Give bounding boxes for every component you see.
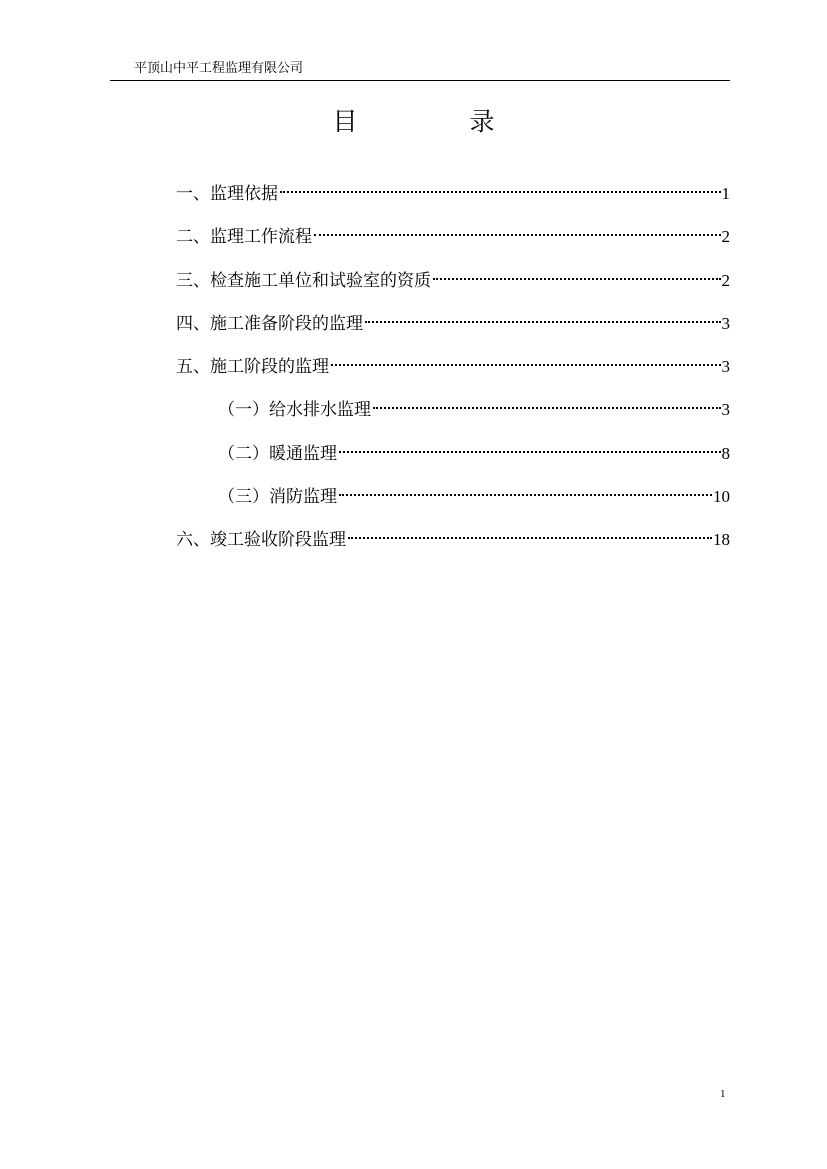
- toc-entry[interactable]: [218, 480, 730, 508]
- toc-dot-leader: [280, 177, 721, 199]
- toc-entry[interactable]: [218, 437, 730, 465]
- toc-entry-label: 二、监理工作流程: [176, 227, 312, 247]
- toc-entry-label: 三、检查施工单位和试验室的资质: [176, 271, 431, 291]
- toc-entry[interactable]: [176, 264, 730, 292]
- toc-entry-page: 2: [721, 227, 730, 246]
- toc-dot-leader: [433, 264, 721, 286]
- toc-entry[interactable]: [176, 307, 730, 335]
- toc-dot-leader: [314, 220, 721, 242]
- toc-entry-label: （二）暖通监理: [218, 444, 337, 464]
- toc-entry[interactable]: [218, 393, 730, 421]
- toc-entry-page: 1: [721, 184, 730, 203]
- toc-dot-leader: [339, 437, 721, 459]
- toc-entry-label: 一、监理依据: [176, 184, 278, 204]
- toc-entry-label: 四、施工准备阶段的监理: [176, 314, 363, 334]
- toc-entry-page: 3: [721, 357, 730, 376]
- toc-entry[interactable]: [176, 220, 730, 248]
- toc-title-char-1: 目: [332, 107, 358, 136]
- toc-dot-leader: [331, 350, 721, 372]
- company-name: 平顶山中平工程监理有限公司: [134, 61, 304, 76]
- toc-entry-label: （三）消防监理: [218, 487, 337, 507]
- toc-entry[interactable]: [176, 350, 730, 378]
- toc-dot-leader: [365, 307, 721, 329]
- toc-entry-page: 18: [713, 530, 730, 549]
- toc-entry-label: （一）给水排水监理: [218, 400, 371, 420]
- toc-dot-leader: [339, 480, 712, 502]
- toc-entry-page: 8: [721, 444, 730, 463]
- toc-title-char-2: 录: [469, 107, 495, 136]
- toc-entry-label: 六、竣工验收阶段监理: [176, 530, 346, 550]
- toc-entry-page: 10: [713, 487, 730, 506]
- toc-entry-label: 五、施工阶段的监理: [176, 357, 329, 377]
- toc-entry[interactable]: [176, 523, 730, 551]
- page-number: 1: [720, 1088, 726, 1100]
- toc-dot-leader: [348, 523, 712, 545]
- toc-dot-leader: [373, 393, 721, 415]
- toc-entry-page: 2: [721, 271, 730, 290]
- toc-entry[interactable]: [176, 177, 730, 205]
- toc-entry-page: 3: [721, 400, 730, 419]
- toc-entry-page: 3: [721, 314, 730, 333]
